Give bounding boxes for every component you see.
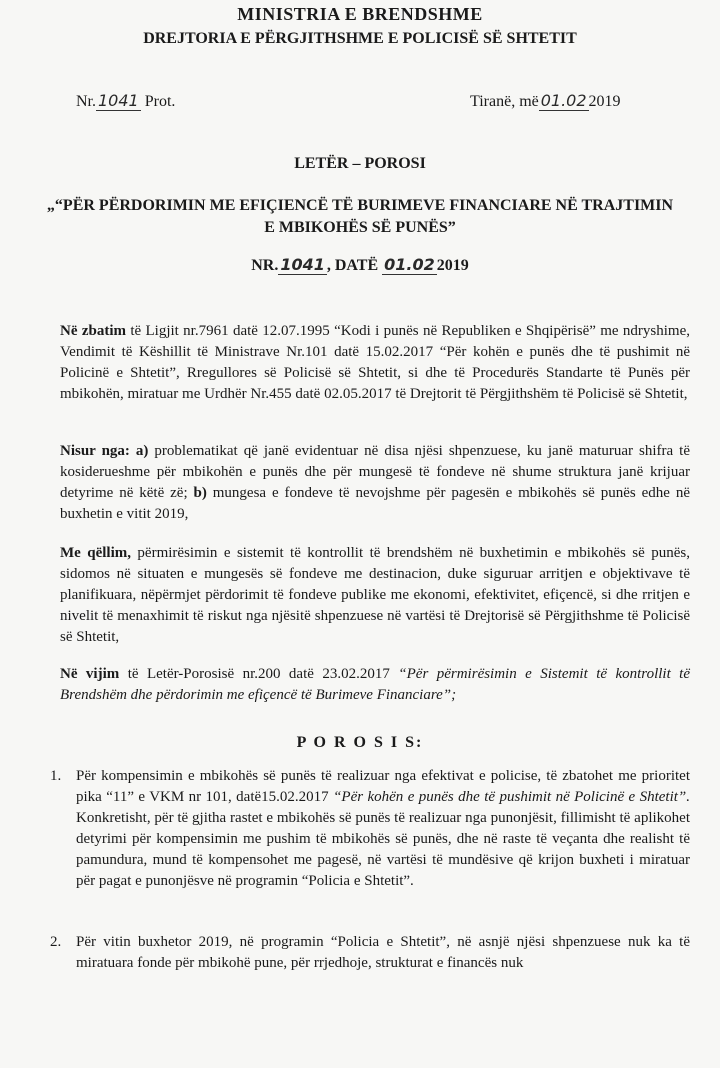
document-reference <box>0 255 720 275</box>
p1-lead: Në zbatim <box>60 323 126 339</box>
p2-a: a) <box>129 443 149 459</box>
p3-text: përmirësimin e sistemit të kontrollit të brendshëm në buxhetimin e mbikohës së punës, sidomos në situaten e mungesës së fondeve me destinacion, duke siguruar arritjen e objektivave të planifikuara, nëpërmjet përdorimit të fondeve publike me ekonomi, efektivitet, efiçencë, si dhe rritjen e nivelit të menaxhimit të riskut nga njësitë shpenzuese në vartësi të Drejtorisë së Përgjithshme të Policisë së Shtetit, <box>60 545 690 645</box>
p3-lead: Me qëllim, <box>60 545 131 561</box>
ref-handwritten-date: 01.02 <box>384 255 435 274</box>
document-title: LETËR – POROSI <box>294 155 426 172</box>
order-item-2 <box>50 932 690 974</box>
order-item-1-italic: “Për kohën e punës dhe të pushimit në Policinë e Shtetit”. <box>333 789 691 805</box>
ref-prefix: NR. <box>251 257 279 274</box>
order-item-1 <box>50 766 690 892</box>
handwritten-date: 01.02 <box>540 91 587 110</box>
order-item-1-text-a: Për kompensimin e mbikohës së punës të realizuar nga efektivat e policise, të zbatohet me prioritet pika “11” e VKM nr 101, datë15.02.2017 <box>76 768 690 805</box>
ref-handwritten-number: 1041 <box>280 255 325 274</box>
order-item-1-number: 1. <box>50 768 62 784</box>
p4-italic: “Për përmirësimin e Sistemit të kontrollit të Brendshëm dhe përdorimin me efiçencë të Burimeve Financiare”; <box>60 666 690 703</box>
protocol-prefix: Nr. <box>76 93 96 110</box>
protocol-suffix: Prot. <box>140 93 176 110</box>
protocol-number <box>76 91 175 111</box>
p4-text: të Letër-Porosisë nr.200 datë 23.02.2017 <box>119 666 399 682</box>
ref-year: 2019 <box>436 257 469 274</box>
document-subtitle: „“PËR PËRDORIMIN ME EFIÇIENCË TË BURIMEVE FINANCIARE NË TRAJTIMIN E MBIKOHËS SË PUNËS” <box>46 197 674 236</box>
paragraph-implementation <box>60 321 690 405</box>
p4-lead: Në vijim <box>60 666 120 682</box>
protocol-handwritten-number: 1041 <box>98 91 139 110</box>
paragraph-based-on <box>60 441 690 525</box>
p2-lead: Nisur nga: <box>60 443 130 459</box>
directorate-heading: DREJTORIA E PËRGJITHSHME E POLICISË SË SHTETIT <box>143 30 577 47</box>
p2-b: b) <box>187 485 207 501</box>
p1-text: të Ligjit nr.7961 datë 12.07.1995 “Kodi i punës në Republiken e Shqipërisë” me ndryshime, Vendimit të Këshillit të Ministrave Nr.101 datë 15.02.2017 “Për kohën e punës dhe të pushimit në Policinë e Shtetit”, Rregullores së Policisë së Shtetit, si dhe të Procedurës Standarte të Punës për mbikohën, miratuar me Urdhër Nr.455 datë 02.05.2017 të Drejtorit të Përgjithshëm të Policisë së Shtetit, <box>60 323 691 402</box>
protocol-date <box>470 91 621 111</box>
order-item-2-number: 2. <box>50 934 62 950</box>
p2-text1: problematikat që janë evidentuar në disa njësi shpenzuese, ku janë maturuar shifra të kosiderueshme për mbikohën e punës dhe për mungesë të fondeve në shume struktura janë krijuar detyrime në këtë zë; <box>60 443 690 501</box>
date-year: 2019 <box>588 93 621 110</box>
paragraph-purpose <box>60 543 690 648</box>
place-label: Tiranë, më <box>470 93 539 110</box>
ref-mid: , DATË <box>326 257 383 274</box>
ministry-heading: MINISTRIA E BRENDSHME <box>237 4 483 24</box>
orders-heading: P O R O S I S: <box>296 734 424 751</box>
paragraph-following <box>60 664 690 706</box>
order-item-2-text: Për vitin buxhetor 2019, në programin “Policia e Shtetit”, në asnjë njësi shpenzuese nuk ka të miratuara fonde për mbikohë pune, për rrjedhoje, strukturat e financës nuk <box>76 934 690 971</box>
order-item-1-text-b: Konkretisht, për të gjitha rastet e mbikohës së punës të realizuar nga punonjësit, fillimisht të aplikohet detyrimi për kompensimin me pushim të mbikohës së punës, dhe në raste të veçanta dhe realisht të pamundura, mund të kompensohet me pagesë, në vartësi të mundësive që krijon buxheti i miratuar për pagat e punonjësve në programin “Policia e Shtetit”. <box>76 810 690 889</box>
p2-text2: mungesa e fondeve të nevojshme për pagesën e mbikohës së punës edhe në buxhetin e vitit 2019, <box>60 485 690 522</box>
